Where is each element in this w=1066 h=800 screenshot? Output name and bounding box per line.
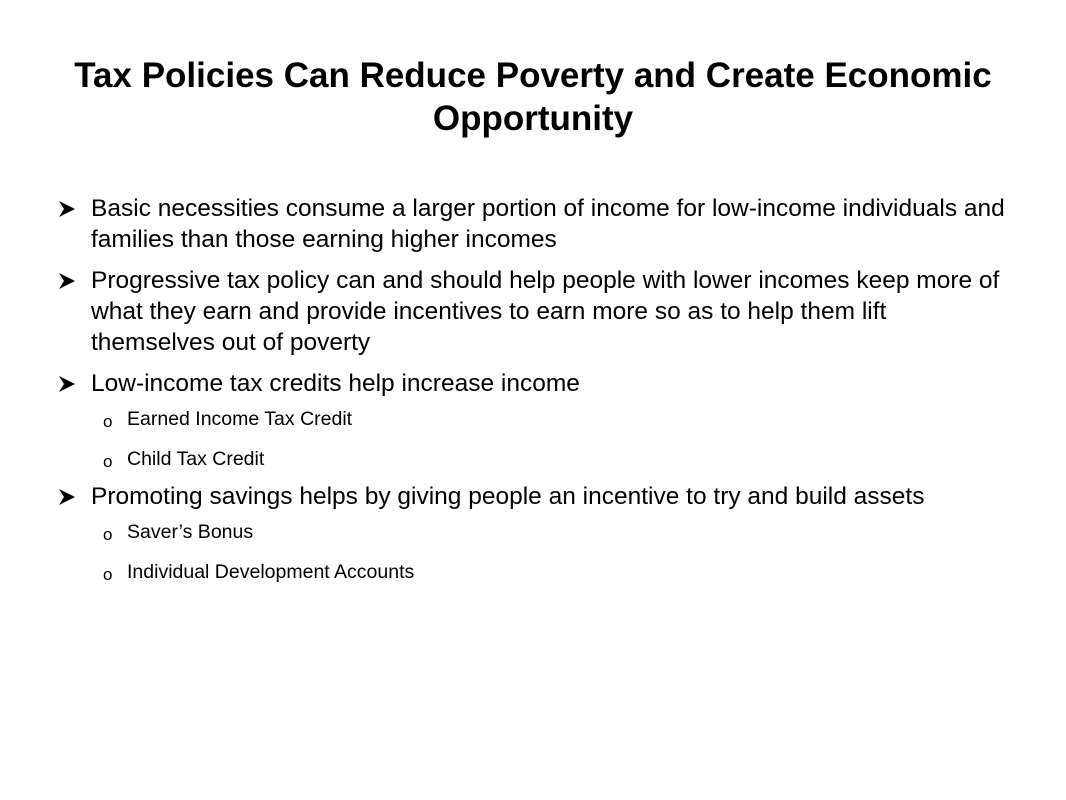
sub-bullet-marker: o: [103, 565, 113, 584]
sub-bullet-marker: o: [103, 525, 113, 544]
bullet-item: [57, 193, 1017, 255]
sub-bullet-text: Child Tax Credit: [127, 448, 265, 470]
sub-bullet-list: [91, 520, 1017, 584]
sub-bullet-marker: o: [103, 412, 113, 431]
bullet-text: Promoting savings helps by giving people an incentive to try and build assets: [91, 483, 925, 510]
arrow-bullet-icon: [57, 374, 77, 394]
bullet-item: [57, 265, 1017, 358]
bullet-text: Progressive tax policy can and should help people with lower incomes keep more of what they earn and provide incentives to earn more so as to help them lift themselves out of poverty: [91, 267, 1000, 356]
bullet-text: Low-income tax credits help increase income: [91, 370, 580, 397]
sub-bullet-item: [85, 520, 1017, 544]
slide-title: Tax Policies Can Reduce Poverty and Create Economic Opportunity: [74, 56, 992, 138]
sub-bullet-marker: o: [103, 452, 113, 471]
sub-bullet-item: [85, 560, 1017, 584]
sub-bullet-text: Individual Development Accounts: [127, 561, 415, 583]
sub-bullet-list: [91, 407, 1017, 471]
bullet-item: [57, 481, 1017, 584]
arrow-bullet-icon: [57, 487, 77, 507]
arrow-bullet-icon: [57, 271, 77, 291]
bullet-list: [57, 193, 1017, 594]
bullet-text: Basic necessities consume a larger portion of income for low-income individuals and families than those earning higher incomes: [91, 195, 1005, 253]
sub-bullet-text: Earned Income Tax Credit: [127, 408, 353, 430]
arrow-bullet-icon: [57, 199, 77, 219]
sub-bullet-item: [85, 407, 1017, 431]
bullet-item: [57, 368, 1017, 471]
sub-bullet-text: Saver’s Bonus: [127, 521, 254, 543]
sub-bullet-item: [85, 447, 1017, 471]
